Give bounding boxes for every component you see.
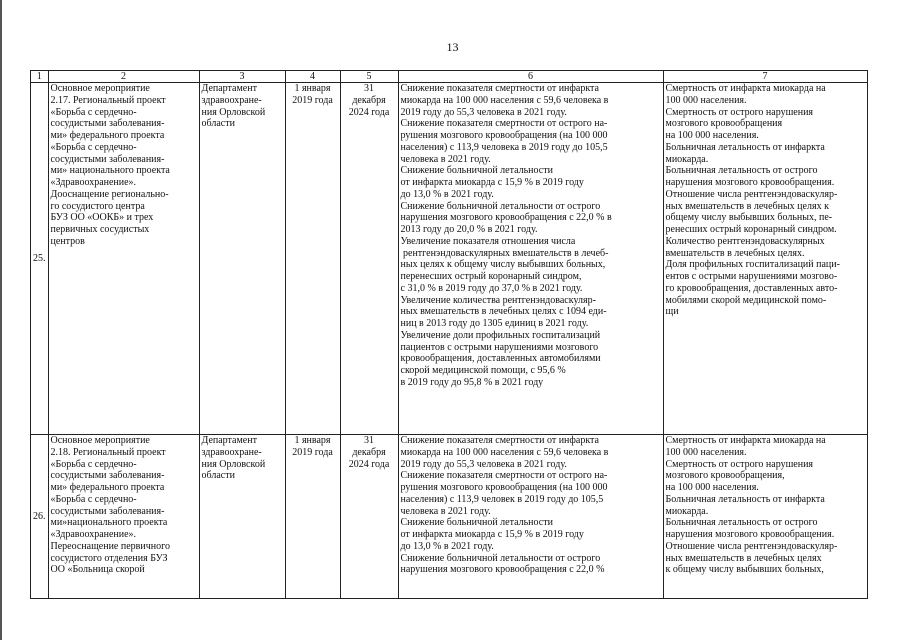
cell-text-line: Отношение числа рентгенэндоваскуляр- [665,540,838,552]
cell-text-line: 2024 года [348,106,390,118]
cell-text-line: от инфаркта миокарда с 15,9 % в 2019 году [400,529,584,540]
cell-text-line: вмешательств в лечебных целях. [665,247,805,259]
cell-text-line: человека в 2021 году. [400,153,491,165]
cell-text-line: в 2019 году до 95,8 % в 2021 году [400,376,544,388]
cell-text-line: населения) с 113,9 человек в 2019 году до 105,5 [400,493,604,505]
cell-text-line: ных вмешательств в лечебных целях к [665,200,829,212]
table-row [31,83,868,435]
cell-text-line: Снижение показателя смертности от острого на- [400,470,608,482]
indicators-cell [663,435,867,599]
cell-text-line: Смертность от острого нарушения [665,458,814,470]
cell-text-line: сосудистыми заболевания- [50,118,165,130]
cell-text-line: Снижение показателя смертности от инфаркта [400,435,599,446]
cell-text-line: перенесших острый коронарный синдром, [400,271,582,282]
cell-text-line: ниц в 2013 году до 1305 единиц в 2021 году. [400,318,589,329]
cell-text-line: Основное мероприятие [50,83,150,94]
cell-text-line: с 31,0 % в 2019 году до 37,0 % в 2021 году. [400,282,583,294]
cell-text-line: БУЗ ОО «ООКБ» и трех [50,212,154,224]
cell-text-line: здравоохране- [201,446,262,458]
cell-text-line: до 13,0 % в 2021 году. [400,540,494,552]
cell-text-line: «Борьба с сердечно- [50,141,137,153]
cell-text-line: Переоснащение первичного [50,540,170,552]
cell-text-line: сосудистыми заболевания- [50,153,165,165]
cell-text-line: 1 января [294,435,331,446]
expected-results-cell [398,83,663,435]
cell-text-line: ентов с острыми нарушениями мозгово- [665,271,838,282]
cell-text-line: Снижение показателя смертности от острого на- [400,118,608,130]
cell-text-line: ми» федерального проекта [50,130,165,141]
cell-text-line: Дооснащение регионально- [50,188,169,200]
cell-text-line: до 13,0 % в 2021 году. [400,188,494,200]
column-number: 1 [31,71,49,83]
cell-text-line: ния Орловской [201,458,266,470]
cell-text-line: 2019 года [292,446,333,458]
cell-text-line: «Борьба с сердечно- [50,458,137,470]
executor-cell [199,83,285,435]
cell-text-line: Снижение больничной летальности [400,517,553,529]
cell-text-line: здравоохране- [201,94,262,106]
cell-text-line: человека в 2021 году. [400,505,491,517]
cell-text-line: сосудистыми заболевания- [50,470,165,482]
cell-text-line: нарушения мозгового кровообращения с 22,0 % в [400,212,612,224]
page-left-edge [0,0,2,640]
cell-text-line: ми» федерального проекта [50,482,165,493]
cell-text-line: Снижение больничной летальности от острого [400,200,601,212]
column-number: 4 [285,71,340,83]
column-number: 3 [199,71,285,83]
cell-text-line: населения) с 113,9 человека в 2019 году до 105,5 [400,141,608,153]
cell-text-line: нарушения мозгового кровообращения. [665,529,835,540]
cell-text-line: на 100 000 населения. [665,482,759,493]
cell-text-line: Отношение числа рентгенэндоваскуляр- [665,188,838,200]
cell-text-line: 31 [364,83,374,94]
cell-text-line: сосудистого отделения БУЗ [50,552,168,564]
cell-text-line: Увеличение показателя отношения числа [400,235,576,247]
cell-text-line: пациентов с острыми нарушениями мозгового [400,341,599,353]
page-number: 13 [446,40,459,54]
program-table [30,70,868,599]
cell-text-line: декабря [352,94,386,106]
cell-text-line: «Борьба с сердечно- [50,493,137,505]
cell-text-line: 2.17. Региональный проект [50,94,166,106]
cell-text-line: на 100 000 населения. [665,130,759,141]
cell-text-line: Количество рентгенэндоваскулярных [665,235,825,247]
cell-text-line: ния Орловской [201,106,266,118]
cell-text-line: миокарда. [665,505,709,517]
cell-text-line: ных вмешательств в лечебных целях с 1094 еди- [400,306,607,318]
cell-text-line: декабря [352,446,386,458]
cell-text-line: ми» национального проекта [50,165,170,177]
cell-text-line: Смертность от инфаркта миокарда на [665,83,826,94]
cell-text-line: 2019 года [292,94,333,106]
row-number: 25. [31,83,49,435]
cell-text-line: 31 [364,435,374,446]
expected-results-cell [398,435,663,599]
cell-text-line: 2.18. Региональный проект [50,446,166,458]
cell-text-line: Доля профильных госпитализаций паци- [665,259,840,271]
cell-text-line: первичных сосудистых [50,224,150,235]
start-date-cell [285,435,340,599]
measure-cell [48,435,199,599]
column-number-row [31,71,868,83]
column-number: 7 [663,71,867,83]
start-date-cell [285,83,340,435]
cell-text-line: «Здравоохранение». [50,177,137,188]
cell-text-line: го кровообращения, доставленных авто- [665,282,838,294]
cell-text-line: мобилями скорой медицинской помо- [665,294,827,306]
cell-text-line: Департамент [201,83,257,94]
cell-text-line: 1 января [294,83,331,94]
cell-text-line: 100 000 населения. [665,446,747,458]
cell-text-line: к общему числу выбывших больных, [665,564,824,576]
row-number: 26. [31,435,49,599]
cell-text-line: «Здравоохранение». [50,529,137,540]
cell-text-line: Снижение показателя смертности от инфаркта [400,83,599,94]
cell-text-line: Смертность от острого нарушения [665,106,814,118]
cell-text-line: Снижение больничной летальности [400,165,553,177]
cell-text-line: скорой медицинской помощи, с 95,6 % [400,365,566,376]
cell-text-line: нарушения мозгового кровообращения. [665,177,835,188]
cell-text-line: нарушения мозгового кровообращения с 22,0 % [400,564,605,576]
end-date-cell [340,435,398,599]
cell-text-line: Больничная летальность от острого [665,517,818,529]
cell-text-line: Смертность от инфаркта миокарда на [665,435,826,446]
column-number: 2 [48,71,199,83]
end-date-cell [340,83,398,435]
column-number: 6 [398,71,663,83]
table-row [31,435,868,599]
cell-text-line: го сосудистого центра [50,200,145,212]
measure-cell [48,83,199,435]
cell-text-line: области [201,118,235,130]
cell-text-line: мозгового кровообращения [665,118,783,130]
cell-text-line: рушения мозгового кровообращения (на 100 000 [400,130,608,141]
cell-text-line: 2019 году до 55,3 человека в 2021 году. [400,458,567,470]
cell-text-line: 2024 года [348,458,390,470]
indicators-cell [663,83,867,435]
cell-text-line: области [201,470,235,482]
cell-text-line: 100 000 населения. [665,94,747,106]
cell-text-line: Увеличение количества рентгенэндоваскуляр- [400,294,596,306]
executor-cell [199,435,285,599]
cell-text-line: ных вмешательств в лечебных целях [665,552,822,564]
cell-text-line: от инфаркта миокарда с 15,9 % в 2019 году [400,177,584,188]
cell-text-line: Увеличение доли профильных госпитализаций [400,329,601,341]
cell-text-line: Департамент [201,435,257,446]
cell-text-line: Больничная летальность от острого [665,165,818,177]
cell-text-line: мозгового кровообращения, [665,470,785,482]
cell-text-line: общему числу выбывших больных, пе- [665,212,833,224]
cell-text-line: миокарда на 100 000 населения с 59,6 человека в [400,94,609,106]
cell-text-line: миокарда на 100 000 населения с 59,6 человека в [400,446,609,458]
cell-text-line: Больничная летальность от инфаркта [665,141,825,153]
cell-text-line: Больничная летальность от инфаркта [665,493,825,505]
cell-text-line: центров [50,235,85,247]
cell-text-line: кровообращения, доставленных автомобилями [400,353,601,365]
cell-text-line: ОО «Больница скорой [50,564,145,576]
cell-text-line: 2019 году до 55,3 человека в 2021 году. [400,106,567,118]
cell-text-line: Снижение больничной летальности от острого [400,552,601,564]
cell-text-line: «Борьба с сердечно- [50,106,137,118]
cell-text-line: щи [665,306,679,318]
cell-text-line: рушения мозгового кровообращения (на 100 000 [400,482,608,493]
column-number: 5 [340,71,398,83]
cell-text-line: Основное мероприятие [50,435,150,446]
cell-text-line: ренесших острый коронарный синдром. [665,224,837,235]
cell-text-line: сосудистыми заболевания- [50,505,165,517]
cell-text-line: рентгенэндоваскулярных вмешательств в лечеб- [400,247,609,259]
cell-text-line: ных целях к общему числу выбывших больных, [400,259,606,271]
cell-text-line: миокарда. [665,153,709,165]
cell-text-line: ми»национального проекта [50,517,168,529]
cell-text-line: 2013 году до 20,0 % в 2021 году. [400,224,538,235]
